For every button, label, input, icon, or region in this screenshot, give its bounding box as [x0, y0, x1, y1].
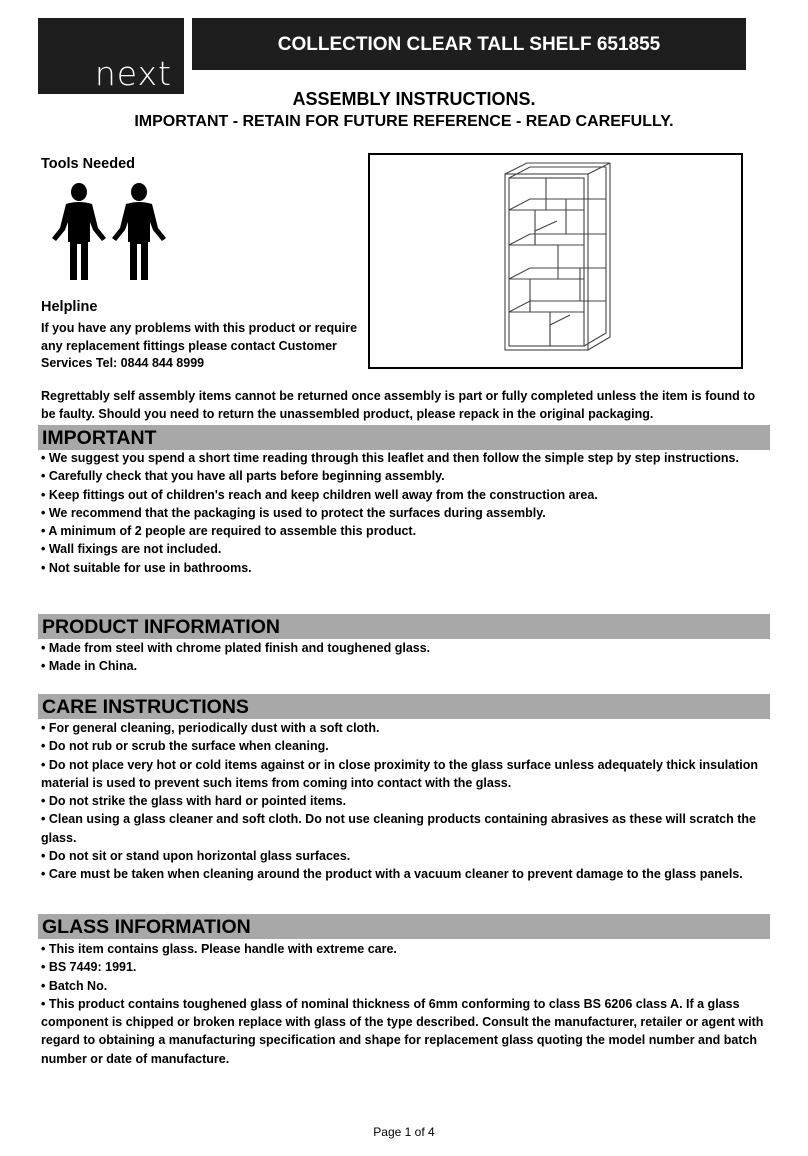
list-item: • BS 7449: 1991.: [41, 960, 137, 975]
list-item: • This product contains toughened glass of nominal thickness of 6mm conforming to class BS 6206 class A. If a glass component is chipped or broken replace with glass of the type described. Consult the manufacturer, retailer or agent with regard to obtaining a manufacturing specification and shape for replacement glass quoting the model number and batch number or date of manufacture.: [41, 996, 764, 1066]
glass-information-header: GLASS INFORMATION: [38, 914, 770, 939]
page-number: Page 1 of 4: [373, 1125, 435, 1139]
product-information-header: PRODUCT INFORMATION: [38, 614, 770, 639]
care-instructions-header: CARE INSTRUCTIONS: [38, 694, 770, 719]
list-item: • Do not strike the glass with hard or pointed items.: [41, 794, 347, 809]
list-item: • For general cleaning, periodically dust with a soft cloth.: [41, 721, 380, 735]
helpline-text: If you have any problems with this product or require any replacement fittings please contact Customer Services Tel: 0844 844 8999: [41, 321, 358, 370]
list-item: • Made in China.: [41, 659, 138, 674]
logo-text: next: [94, 54, 172, 93]
list-item: • A minimum of 2 people are required to assemble this product.: [41, 524, 417, 539]
person-icon: [52, 182, 170, 282]
important-list: [41, 449, 771, 577]
list-item: • This item contains glass. Please handle with extreme care.: [41, 942, 397, 956]
list-item: • Carefully check that you have all parts before beginning assembly.: [41, 469, 445, 484]
list-item: • We recommend that the packaging is used to protect the surfaces during assembly.: [41, 505, 546, 520]
list-item: • Not suitable for use in bathrooms.: [41, 560, 252, 575]
shelf-drawing-icon: [370, 155, 741, 367]
list-item: • Do not place very hot or cold items against or in close proximity to the glass surface unless adequately thick insulation material is used to prevent such items from coming into contact with the glass.: [41, 757, 759, 790]
helpline-label: Helpline: [41, 299, 98, 315]
list-item: • We suggest you spend a short time reading through this leaflet and then follow the simple step by step instructions.: [41, 451, 739, 465]
list-item: • Do not rub or scrub the surface when cleaning.: [41, 739, 329, 754]
returns-note: Regrettably self assembly items cannot be returned once assembly is part or fully completed unless the item is found to be faulty. Should you need to return the unassembled product, please repack in the original packaging.: [41, 389, 756, 421]
glass-information-list: [41, 940, 771, 1068]
product-illustration: [368, 153, 743, 369]
two-people-icons: [52, 182, 170, 287]
list-item: • Keep fittings out of children's reach and keep children well away from the construction area.: [41, 487, 598, 502]
list-item: • Wall fixings are not included.: [41, 542, 222, 557]
retain-heading: IMPORTANT - RETAIN FOR FUTURE REFERENCE - READ CAREFULLY.: [134, 113, 674, 130]
list-item: • Made from steel with chrome plated finish and toughened glass.: [41, 641, 431, 655]
product-information-list: [41, 639, 771, 676]
document-title: COLLECTION CLEAR TALL SHELF 651855: [192, 18, 746, 70]
list-item: • Care must be taken when cleaning around the product with a vacuum cleaner to prevent damage to the glass panels.: [41, 867, 743, 882]
list-item: • Clean using a glass cleaner and soft cloth. Do not use cleaning products containing abrasives as these will scratch the glass.: [41, 812, 756, 845]
care-instructions-list: [41, 719, 771, 884]
tools-needed-label: Tools Needed: [41, 156, 135, 172]
next-logo: [38, 18, 184, 94]
assembly-heading: ASSEMBLY INSTRUCTIONS.: [292, 89, 536, 109]
list-item: • Batch No.: [41, 978, 108, 993]
list-item: • Do not sit or stand upon horizontal glass surfaces.: [41, 849, 351, 864]
important-section-header: IMPORTANT: [38, 425, 770, 450]
